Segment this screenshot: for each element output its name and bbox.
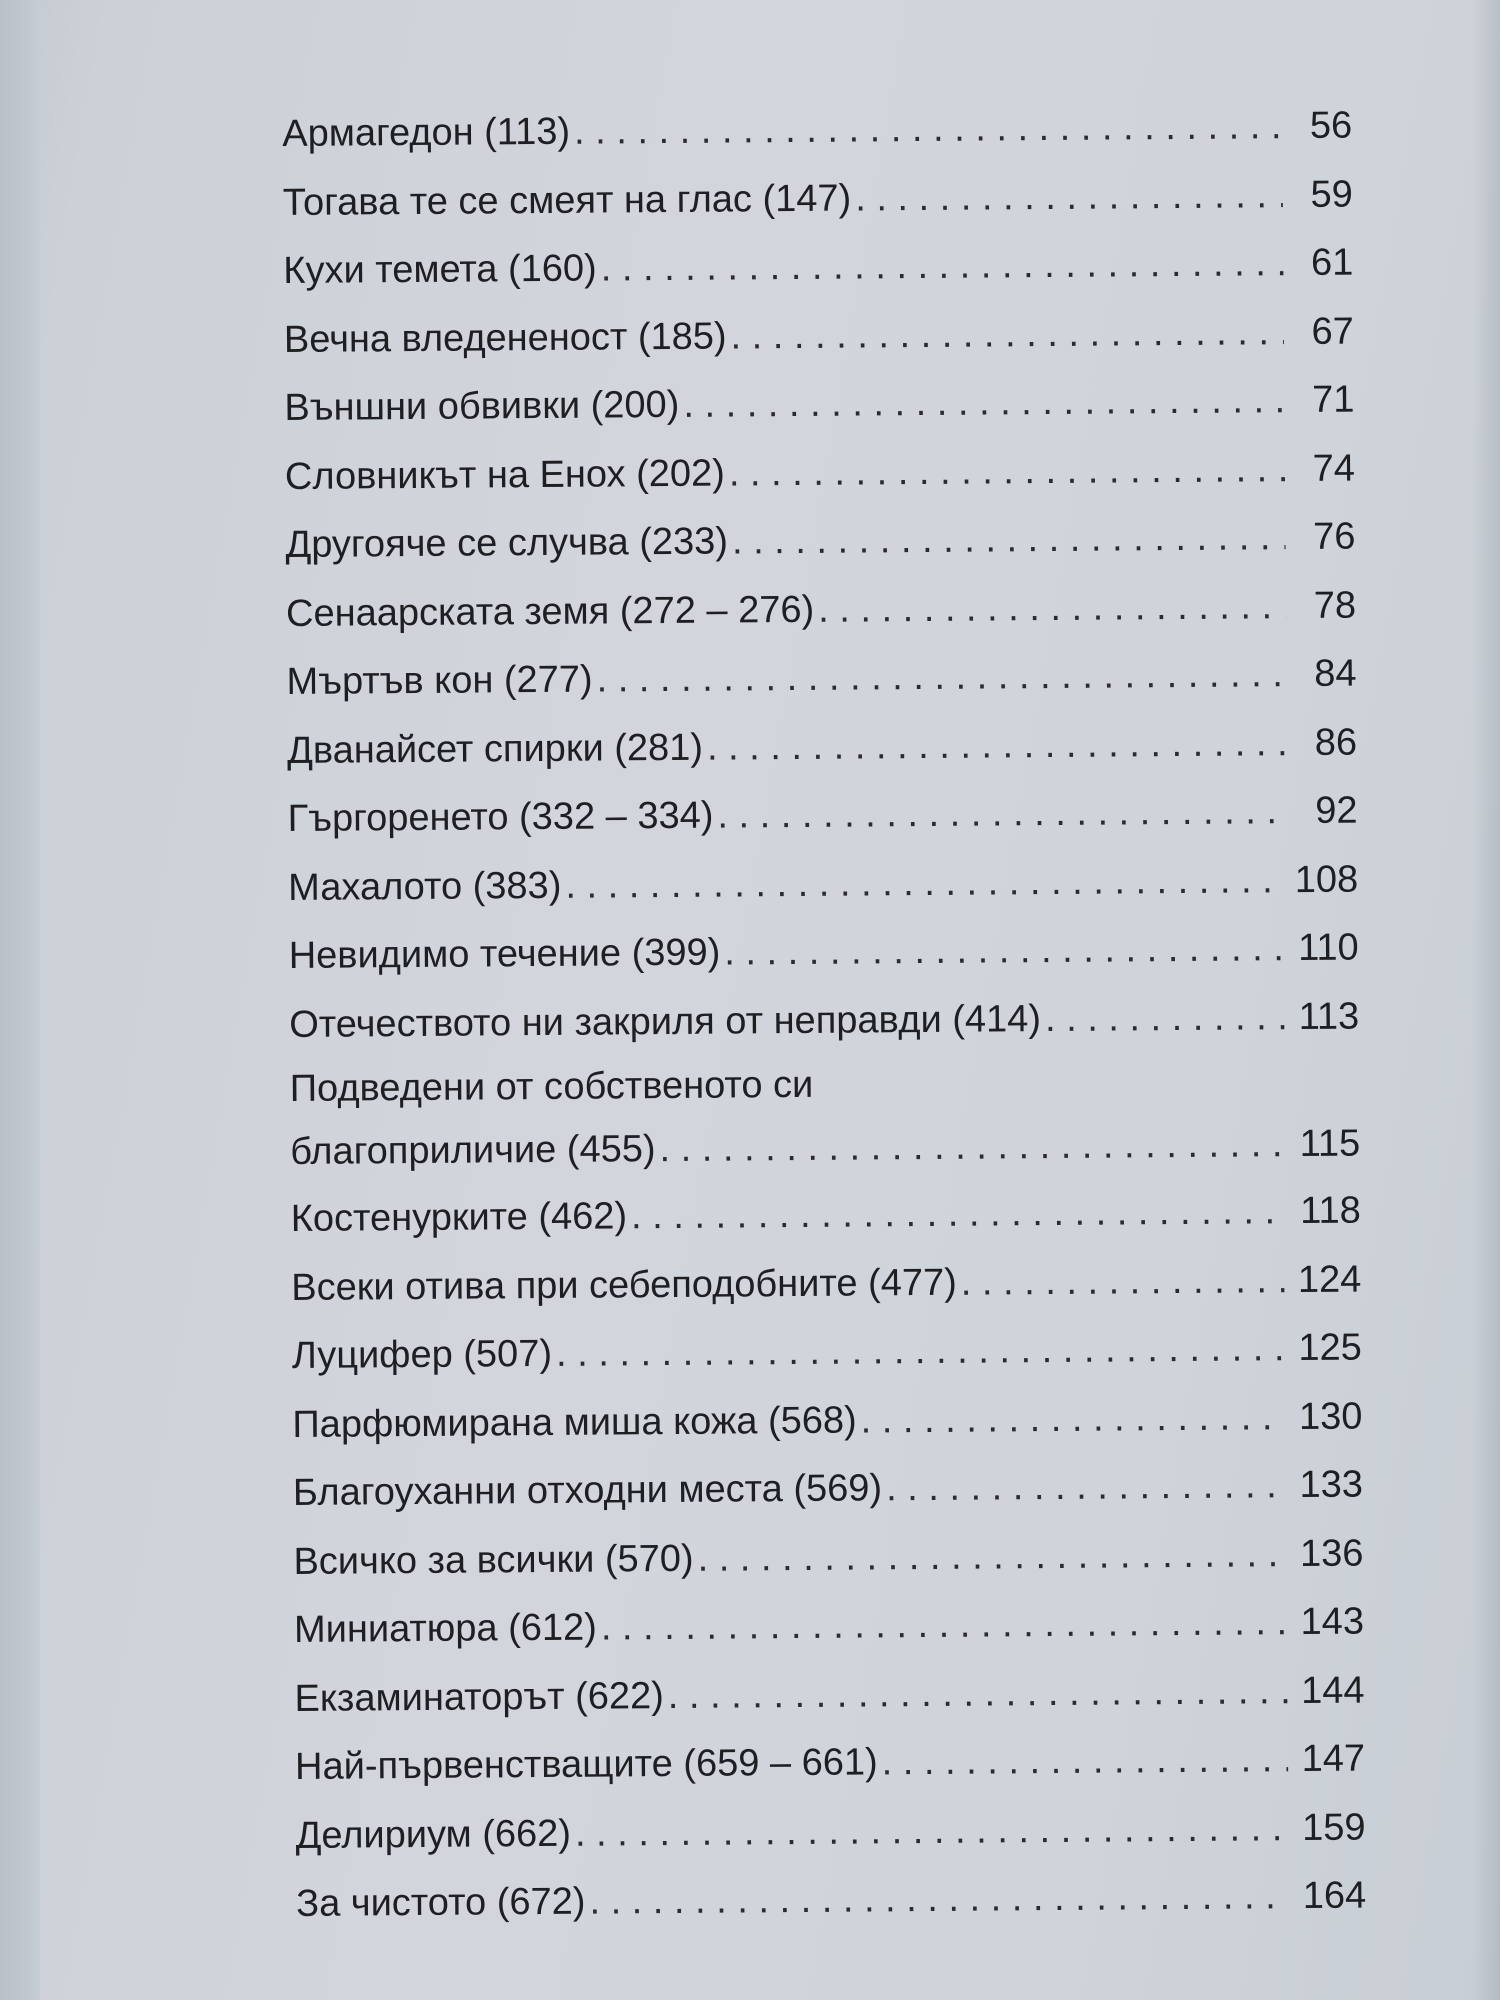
- toc-entry: [286, 571, 1357, 648]
- dot-leader: [601, 1588, 1287, 1662]
- toc-entry: [289, 982, 1360, 1059]
- toc-entry-title: Кухи темета (160): [283, 247, 597, 292]
- dot-leader: [886, 1451, 1286, 1523]
- toc-entry-title: Армагедон (113): [282, 110, 571, 155]
- toc-entry: [283, 229, 1354, 306]
- toc-entry-page: 86: [1314, 721, 1358, 764]
- toc-entry-title: За чистото (672): [296, 1880, 586, 1925]
- toc-entry-title: Най-първенстващите (659 – 661): [294, 1741, 878, 1788]
- dot-leader: [575, 1794, 1289, 1868]
- toc-entry: [291, 1177, 1362, 1254]
- toc-entry-title: Всичко за всички (570): [293, 1537, 694, 1583]
- toc-entry: [293, 1519, 1364, 1596]
- dot-leader: [697, 1520, 1286, 1593]
- toc-entry: [287, 708, 1358, 785]
- toc-entry-page: 92: [1315, 789, 1358, 832]
- toc-entry-page: 113: [1298, 995, 1360, 1038]
- toc-entry: [294, 1588, 1365, 1665]
- toc-entry-page: 147: [1301, 1737, 1366, 1781]
- toc-entry: [285, 434, 1356, 511]
- toc-entry: [284, 366, 1355, 443]
- toc-entry-page: 124: [1297, 1258, 1362, 1301]
- toc-entry-page: 144: [1300, 1669, 1365, 1712]
- toc-entry-page: 78: [1313, 584, 1357, 627]
- dot-leader: [600, 229, 1283, 303]
- page-shadow: [1472, 0, 1500, 2000]
- toc-entry-title: Делириум (662): [295, 1812, 572, 1857]
- toc-entry-title: Невидимо течение (399): [288, 931, 721, 977]
- toc-entry-title-continued: благоприличие (455): [290, 1128, 656, 1173]
- toc-entry-title: Гъргоренето (332 – 334): [287, 794, 714, 840]
- toc-entry: [288, 914, 1359, 991]
- toc-entry-title: Парфюмирана миша кожа (568): [292, 1399, 857, 1446]
- toc-entry-title: Вечна вледененост (185): [283, 315, 727, 361]
- toc-entry-page: 67: [1311, 310, 1355, 353]
- toc-entry-title: Отечеството ни закриля от неправди (414): [289, 997, 1042, 1046]
- toc-entry-title: Всеки отива при себеподобните (477): [291, 1261, 957, 1309]
- toc-entry: [287, 777, 1358, 854]
- toc-entry-title: Тогава те се смеят на глас (147): [282, 177, 852, 224]
- toc-entry: [293, 1451, 1364, 1528]
- dot-leader: [589, 1862, 1289, 1936]
- toc-entry-page: 118: [1299, 1189, 1361, 1233]
- toc-entry-page: 71: [1311, 378, 1355, 421]
- dot-leader: [659, 1111, 1286, 1182]
- dot-leader: [565, 846, 1281, 920]
- toc-entry: [295, 1725, 1366, 1802]
- table-of-contents: [282, 92, 1366, 1939]
- dot-leader: [732, 503, 1286, 576]
- toc-entry-page: 110: [1297, 926, 1359, 970]
- dot-leader: [729, 435, 1286, 508]
- dot-leader: [724, 914, 1284, 987]
- dot-leader: [730, 298, 1284, 371]
- toc-entry: [285, 503, 1356, 580]
- toc-entry: [282, 92, 1353, 169]
- toc-entry-page: 59: [1310, 173, 1353, 216]
- dot-leader: [717, 777, 1288, 850]
- toc-entry-title: Другояче се случва (233): [285, 520, 729, 566]
- dot-leader: [855, 161, 1283, 233]
- toc-entry: [284, 297, 1355, 374]
- toc-entry-title: Благоуханни отходни места (569): [292, 1467, 883, 1514]
- dot-leader: [881, 1725, 1287, 1797]
- toc-entry-title: Махалото (383): [288, 864, 562, 909]
- toc-entry-title: Сенаарската земя (272 – 276): [285, 588, 815, 635]
- toc-entry-page: 115: [1299, 1122, 1361, 1166]
- dot-leader: [1045, 983, 1285, 1053]
- dot-leader: [574, 92, 1283, 166]
- page-edge: [0, 0, 40, 2000]
- dot-leader: [631, 1177, 1287, 1251]
- toc-entry-page: 159: [1302, 1806, 1366, 1849]
- toc-entry: [290, 1051, 1361, 1185]
- dot-leader: [668, 1657, 1288, 1730]
- toc-entry: [286, 640, 1357, 717]
- toc-entry: [291, 1245, 1362, 1322]
- toc-entry-page: 76: [1313, 515, 1356, 558]
- toc-entry-page: 143: [1300, 1600, 1365, 1644]
- dot-leader: [707, 709, 1288, 782]
- dot-leader: [596, 640, 1286, 714]
- dot-leader: [818, 572, 1286, 644]
- toc-entry-page: 125: [1298, 1326, 1362, 1370]
- toc-entry-page: 164: [1302, 1874, 1367, 1918]
- toc-entry-page: 56: [1309, 104, 1353, 147]
- toc-entry-page: 84: [1314, 652, 1357, 695]
- toc-entry-title: Миниатюра (612): [293, 1606, 598, 1651]
- toc-entry-title: Външни обвивки (200): [284, 383, 680, 429]
- toc-entry: [292, 1314, 1363, 1391]
- dot-leader: [860, 1383, 1285, 1455]
- toc-entry-page: 133: [1299, 1463, 1364, 1507]
- toc-entry: [295, 1793, 1366, 1870]
- toc-entry-title: Костенурките (462): [290, 1195, 628, 1240]
- toc-entry: [283, 160, 1354, 237]
- toc-entry: [296, 1862, 1367, 1939]
- toc-entry-page: 108: [1294, 858, 1359, 901]
- dot-leader: [961, 1246, 1285, 1317]
- toc-entry-title: Словникът на Енох (202): [284, 452, 726, 498]
- toc-entry-page: 136: [1299, 1532, 1364, 1575]
- dot-leader: [683, 366, 1285, 439]
- toc-entry-page: 74: [1312, 447, 1356, 490]
- toc-entry-page: 130: [1298, 1395, 1363, 1438]
- toc-entry: [292, 1382, 1363, 1459]
- toc-entry-title: Мъртъв кон (277): [286, 658, 593, 703]
- toc-entry: [288, 845, 1359, 922]
- toc-entry: [294, 1656, 1365, 1733]
- toc-entry-title: Подведени от собственото си: [289, 1063, 814, 1110]
- toc-entry-title: Дванайсет спирки (281): [286, 726, 704, 772]
- toc-entry-title: Екзаминаторът (622): [294, 1674, 664, 1720]
- toc-entry-page: 61: [1310, 241, 1354, 284]
- dot-leader: [556, 1314, 1285, 1388]
- toc-entry-title: Луцифер (507): [291, 1332, 553, 1377]
